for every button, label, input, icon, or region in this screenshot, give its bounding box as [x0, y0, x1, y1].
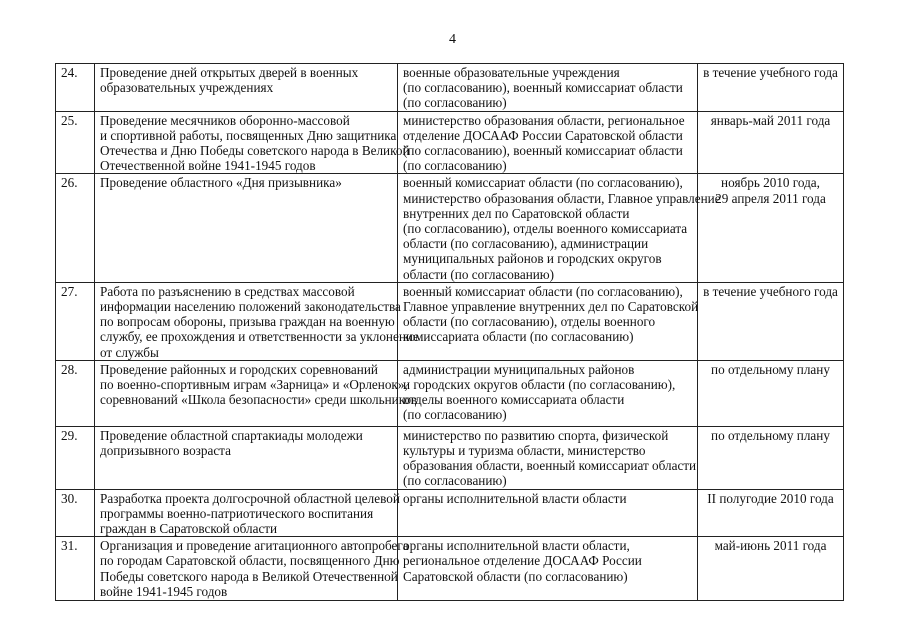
event-plan-table: [55, 63, 844, 601]
responsible-cell-line: министерство по развитию спорта, физической: [403, 427, 669, 443]
row-number: 27.: [56, 282, 95, 360]
event-cell: [95, 360, 418, 426]
responsible-cell-line: военный комиссариат области (по согласованию),: [403, 283, 683, 299]
responsible-cell-line: (по согласованию), военный комиссариат области: [403, 80, 683, 96]
responsible-cell-line: отделы военного комиссариата области: [403, 392, 625, 408]
table-body: [56, 64, 844, 601]
event-cell-line: допризывного возраста: [100, 443, 231, 459]
responsible-cell: [398, 174, 721, 282]
event-cell-line: Проведение областной спартакиады молодежи: [100, 427, 363, 443]
event-cell-line: Проведение областного «Дня призывника»: [100, 175, 342, 191]
date-cell-line: ноябрь 2010 года,: [721, 175, 820, 191]
date-cell-line: май-июнь 2011 года: [714, 538, 827, 554]
responsible-cell-line: комиссариата области (по согласованию): [403, 329, 634, 345]
event-cell-line: по военно-спортивным играм «Зарница» и «Орленок»,: [100, 377, 408, 393]
row-number: 28.: [56, 360, 95, 426]
event-cell-line: Проведение месячников оборонно-массовой: [100, 112, 350, 128]
date-cell-line: II полугодие 2010 года: [707, 490, 834, 506]
responsible-cell-line: муниципальных районов и городских округов: [403, 251, 662, 267]
row-number: 24.: [56, 64, 95, 112]
responsible-cell: [398, 537, 698, 601]
event-cell-line: по вопросам обороны, призыва граждан на военную: [100, 314, 395, 330]
responsible-cell-line: культуры и туризма области, министерство: [403, 443, 646, 459]
date-cell-line: январь-май 2011 года: [710, 112, 831, 128]
event-cell-line: соревнований «Школа безопасности» среди школьников: [100, 392, 418, 408]
event-cell-line: программы военно-патриотического воспитания: [100, 505, 374, 521]
event-cell: [95, 64, 398, 112]
responsible-cell-line: отделение ДОСААФ России Саратовской области: [403, 127, 683, 143]
row-number: 25.: [56, 111, 95, 174]
event-cell-line: информации населению положений законодательства: [100, 299, 401, 315]
responsible-cell-line: военный комиссариат области (по согласованию),: [403, 175, 683, 191]
responsible-cell-line: (по согласованию): [403, 158, 507, 174]
event-cell-line: службу, ее прохождения и ответственности за уклонение: [100, 329, 419, 345]
event-cell-line: войне 1941-1945 годов: [100, 583, 228, 599]
event-cell-line: Победы советского народа в Великой Отечественной: [100, 568, 398, 584]
responsible-cell-line: области (по согласованию), администрации: [403, 236, 649, 252]
event-cell-line: и спортивной работы, посвященных Дню защитника: [100, 127, 397, 143]
table-row: [56, 282, 844, 360]
event-cell: [95, 537, 409, 601]
date-cell: [698, 537, 844, 601]
date-cell-line: 29 апреля 2011 года: [715, 190, 826, 206]
responsible-cell-line: и городских округов области (по согласованию),: [403, 377, 676, 393]
date-cell-line: в течение учебного года: [703, 283, 838, 299]
row-number: 31.: [56, 537, 95, 601]
responsible-cell: [398, 489, 698, 537]
responsible-cell-line: области (по согласованию): [403, 266, 555, 282]
event-cell: [95, 282, 419, 360]
page-number: 4: [449, 32, 456, 47]
responsible-cell-line: (по согласованию), отделы военного комиссариата: [403, 221, 688, 237]
event-cell-line: Отечества и Дню Победы советского народа в Великой: [100, 143, 410, 159]
event-cell-line: Проведение дней открытых дверей в военных: [100, 65, 359, 80]
table-row: [56, 426, 844, 489]
date-cell: [698, 426, 844, 489]
responsible-cell-line: органы исполнительной власти области: [403, 490, 627, 506]
responsible-cell-line: органы исполнительной власти области,: [403, 538, 630, 554]
date-cell-line: по отдельному плану: [711, 427, 830, 443]
table-row: [56, 489, 844, 537]
table-row: [56, 174, 844, 282]
responsible-cell-line: Главное управление внутренних дел по Саратовской: [403, 299, 699, 315]
date-cell: [698, 64, 844, 112]
responsible-cell: [398, 64, 698, 112]
event-cell-line: Отечественной войне 1941-1945 годов: [100, 158, 316, 174]
responsible-cell-line: (по согласованию): [403, 473, 507, 489]
row-number: 29.: [56, 426, 95, 489]
table-row: [56, 537, 844, 601]
responsible-cell-line: администрации муниципальных районов: [403, 361, 635, 377]
responsible-cell-line: военные образовательные учреждения: [403, 65, 620, 80]
row-number: 30.: [56, 489, 95, 537]
event-cell: [95, 489, 398, 537]
event-cell-line: Разработка проекта долгосрочной областной целевой: [100, 490, 400, 506]
table-row: [56, 360, 844, 426]
event-cell: [95, 174, 398, 282]
row-number: 26.: [56, 174, 95, 282]
event-cell-line: от службы: [100, 344, 159, 360]
responsible-cell-line: внутренних дел по Саратовской области: [403, 205, 630, 221]
date-cell-line: в течение учебного года: [703, 65, 838, 80]
event-cell-line: Организация и проведение агитационного автопробега: [100, 538, 409, 554]
event-cell-line: граждан в Саратовской области: [100, 521, 278, 537]
date-cell: [698, 111, 844, 174]
responsible-cell-line: региональное отделение ДОСААФ России: [403, 553, 642, 569]
event-cell: [95, 426, 398, 489]
responsible-cell: [398, 111, 698, 174]
table-row: [56, 64, 844, 112]
event-cell: [95, 111, 410, 174]
date-cell: [698, 489, 844, 537]
responsible-cell: [398, 282, 698, 360]
responsible-cell-line: (по согласованию): [403, 95, 507, 111]
responsible-cell-line: министерство образования области, Главное управление: [403, 190, 721, 206]
table-row: [56, 111, 844, 174]
responsible-cell-line: (по согласованию), военный комиссариат области: [403, 143, 683, 159]
event-cell-line: Работа по разъяснению в средствах массовой: [100, 283, 355, 299]
event-cell-line: Проведение районных и городских соревнований: [100, 361, 378, 377]
responsible-cell: [398, 360, 698, 426]
responsible-cell-line: области (по согласованию), отделы военного: [403, 314, 656, 330]
event-cell-line: по городам Саратовской области, посвященного Дню: [100, 553, 400, 569]
date-cell-line: по отдельному плану: [711, 361, 830, 377]
responsible-cell-line: Саратовской области (по согласованию): [403, 568, 628, 584]
responsible-cell-line: министерство образования области, региональное: [403, 112, 685, 128]
event-cell-line: образовательных учреждениях: [100, 80, 274, 96]
responsible-cell-line: (по согласованию): [403, 407, 507, 423]
responsible-cell-line: образования области, военный комиссариат области: [403, 458, 697, 474]
date-cell: [698, 360, 844, 426]
date-cell: [698, 174, 844, 282]
date-cell: [698, 282, 844, 360]
responsible-cell: [398, 426, 698, 489]
